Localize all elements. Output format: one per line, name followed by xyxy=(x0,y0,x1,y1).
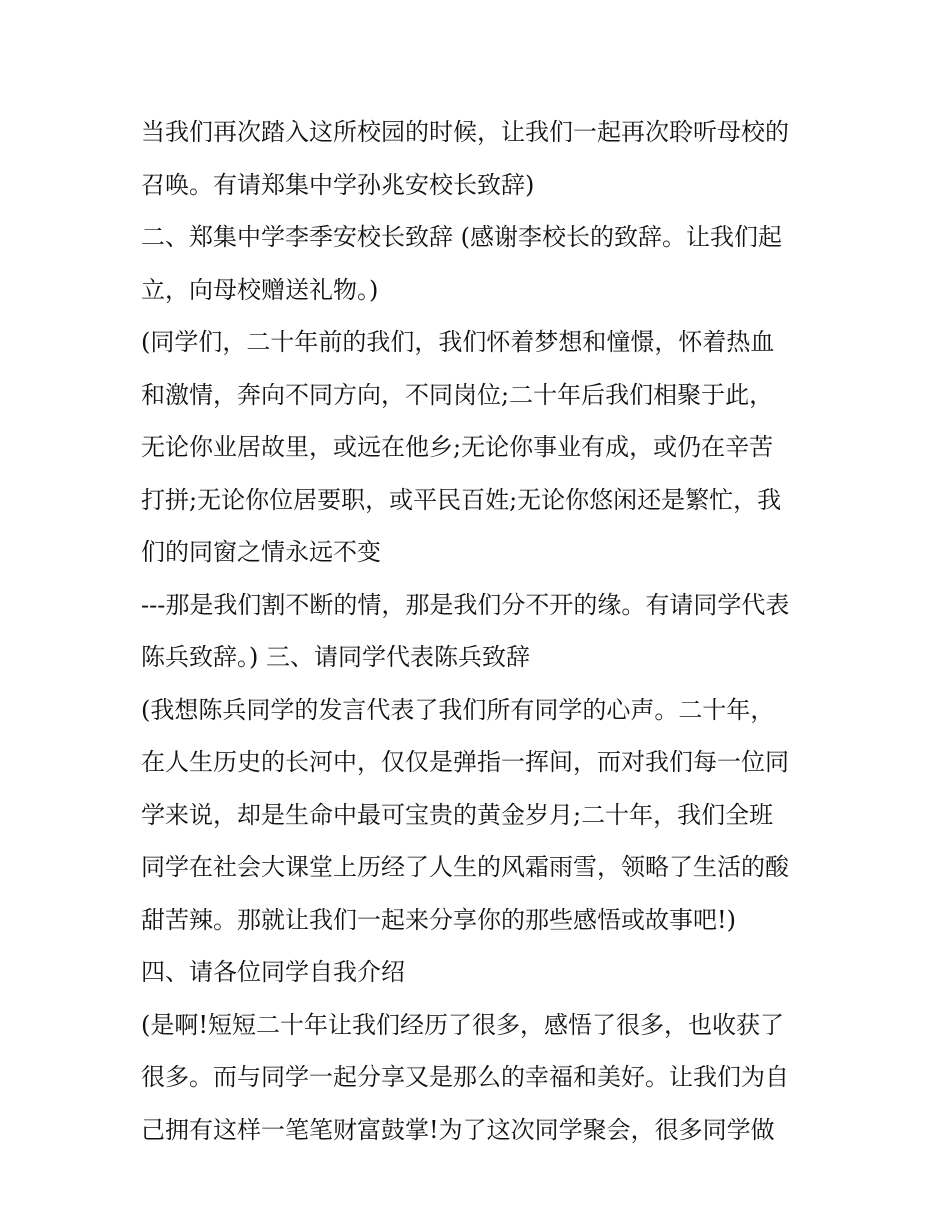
text-line: 们的同窗之情永远不变 xyxy=(141,538,381,566)
document-body xyxy=(141,106,821,1156)
text-line: 和激情，奔向不同方向，不同岗位;二十年后我们相聚于此， xyxy=(141,380,774,409)
text-line: ---那是我们割不断的情，那是我们分不开的缘。有请同学代表 xyxy=(141,590,790,619)
text-line: 很多。而与同学一起分享又是那么的幸福和美好。让我们为自 xyxy=(141,1063,789,1091)
text-line: 陈兵致辞。) 三、请同学代表陈兵致辞 xyxy=(141,643,530,671)
text-line: (我想陈兵同学的发言代表了我们所有同学的心声。二十年， xyxy=(141,695,775,724)
text-line: 立，向母校赠送礼物。) xyxy=(141,275,379,304)
text-line: 无论你业居故里，或远在他乡;无论你事业有成，或仍在辛苦 xyxy=(141,433,774,461)
text-line: 在人生历史的长河中，仅仅是弹指一挥间，而对我们每一位同 xyxy=(141,748,789,776)
text-line: 当我们再次踏入这所校园的时候，让我们一起再次聆听母校的 xyxy=(141,118,789,146)
text-line: (是啊!短短二十年让我们经历了很多，感悟了很多，也收获了 xyxy=(141,1010,785,1039)
text-line: (同学们，二十年前的我们，我们怀着梦想和憧憬，怀着热血 xyxy=(141,328,775,356)
text-line: 甜苦辣。那就让我们一起来分享你的那些感悟或故事吧!) xyxy=(141,905,737,934)
text-line: 二、郑集中学李季安校长致辞 (感谢李校长的致辞。让我们起 xyxy=(141,223,782,251)
text-line: 召唤。有请郑集中学孙兆安校长致辞) xyxy=(141,170,535,199)
text-line: 四、请各位同学自我介绍 xyxy=(141,958,405,986)
text-line: 学来说，却是生命中最可宝贵的黄金岁月;二十年，我们全班 xyxy=(141,800,774,829)
text-line: 打拼;无论你位居要职，或平民百姓;无论你悠闲还是繁忙，我 xyxy=(141,485,782,514)
text-line: 同学在社会大课堂上历经了人生的风霜雨雪，领略了生活的酸 xyxy=(141,853,789,881)
text-line: 己拥有这样一笔笔财富鼓掌!为了这次同学聚会，很多同学做 xyxy=(141,1115,775,1144)
